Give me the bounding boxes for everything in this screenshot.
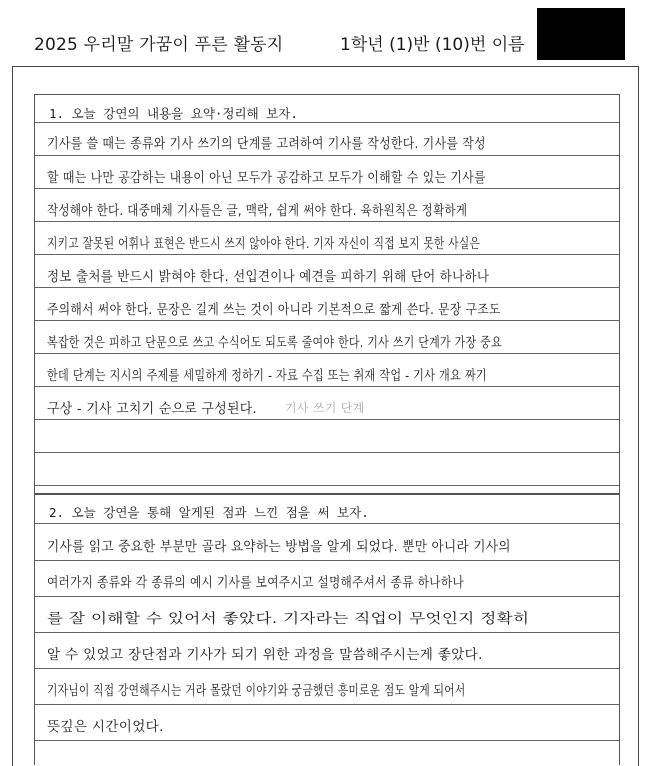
rule-line — [35, 287, 619, 288]
rule-line — [35, 668, 619, 669]
rule-line — [35, 188, 619, 189]
rule-line — [35, 155, 619, 156]
handwritten-line: 기사를 쓸 때는 종류와 기사 쓰기의 단계를 고려하여 기사를 작성한다. 기사를 작성 — [47, 136, 486, 152]
handwritten-line: 구상 - 기사 고치기 순으로 구성된다. — [47, 401, 257, 417]
handwritten-line: 한데 단계는 지시의 주제를 세밀하게 정하기 - 자료 수집 또는 취재 작업 - 기사 개요 짜기 — [47, 368, 487, 384]
rule-line — [35, 254, 619, 255]
handwritten-line: 를 잘 이해할 수 있어서 좋았다. 기자라는 직업이 무엇인지 정확히 — [47, 611, 530, 627]
handwritten-line: 뜻깊은 시간이었다. — [47, 719, 164, 735]
handwritten-line: 기사를 읽고 중요한 부분만 골라 요약하는 방법을 알게 되었다. 뿐만 아니라 기사의 — [47, 539, 511, 555]
rule-line — [35, 122, 619, 123]
summary-prompt: 1. 오늘 강연의 내용을 요약·정리해 보자. — [49, 106, 298, 121]
handwritten-line: 주의해서 써야 한다. 문장은 길게 쓰는 것이 아니라 기본적으로 짧게 쓴다. 문장 구조도 — [47, 302, 501, 318]
student-info-field: 1학년 (1)반 (10)번 이름 — [340, 35, 525, 55]
rule-line — [35, 596, 619, 597]
rule-line — [35, 452, 619, 453]
name-redaction-block — [537, 8, 625, 60]
handwritten-line: 기자님이 직접 강연해주시는 거라 몰랐던 이야기와 궁금했던 흥미로운 점도 알게 되어서 — [47, 683, 466, 699]
rule-line — [35, 386, 619, 387]
handwritten-line: 할 때는 나만 공감하는 내용이 아닌 모두가 공감하고 모두가 이해할 수 있는 기사를 — [47, 170, 486, 186]
summary-section — [34, 94, 620, 494]
rule-line — [35, 632, 619, 633]
rule-line — [35, 485, 619, 486]
rule-line — [35, 560, 619, 561]
rule-line — [35, 419, 619, 420]
handwritten-line: 알 수 있었고 장단점과 기사가 되기 위한 과정을 말씀해주시는게 좋았다. — [47, 647, 483, 663]
rule-line — [35, 740, 619, 741]
handwritten-line: 여러가지 종류와 각 종류의 예시 기사를 보여주시고 설명해주셔서 종류 하나하나 — [47, 575, 464, 591]
handwritten-line: 정보 출처를 반드시 밝혀야 한다. 선입견이나 예견을 피하기 위해 단어 하나하나 — [47, 269, 490, 285]
rule-line — [35, 320, 619, 321]
rule-line — [35, 221, 619, 222]
rule-line — [35, 523, 619, 524]
rule-line — [35, 704, 619, 705]
rule-line — [35, 353, 619, 354]
reflection-section — [34, 494, 620, 765]
faint-strikethrough-note: 기사 쓰기 단계 — [285, 401, 365, 415]
reflection-prompt: 2. 오늘 강연을 통해 알게된 점과 느낀 점을 써 보자. — [49, 505, 369, 520]
handwritten-line: 복잡한 것은 피하고 단문으로 쓰고 수식어도 되도록 줄여야 한다. 기사 쓰기 단계가 가장 중요 — [47, 335, 502, 351]
worksheet-title: 2025 우리말 가꿈이 푸른 활동지 — [34, 35, 284, 55]
handwritten-line: 지키고 잘못된 어휘나 표현은 반드시 쓰지 않아야 한다. 기자 자신이 직접 보지 못한 사실은 — [47, 236, 481, 252]
handwritten-line: 작성해야 한다. 대중매체 기사들은 글, 맥락, 쉽게 써야 한다. 육하원칙은 정확하게 — [47, 203, 468, 219]
worksheet-header — [0, 0, 661, 66]
